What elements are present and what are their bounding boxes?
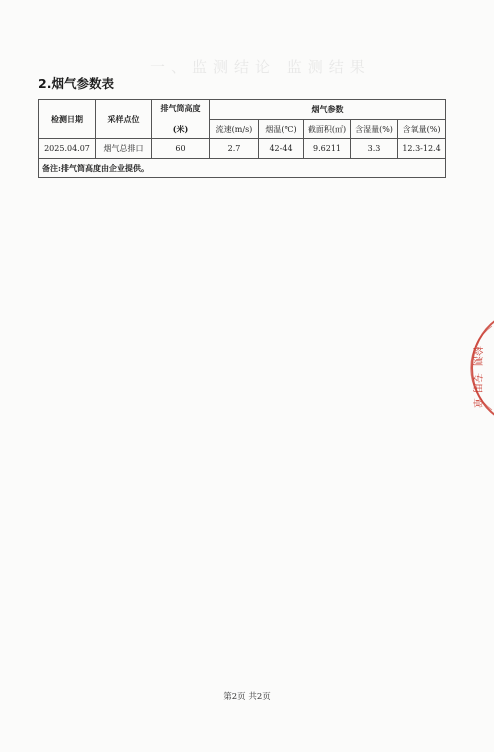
header-flue-temp: 烟温(℃) (259, 120, 304, 139)
header-cross-section: 截面积(㎡) (304, 120, 351, 139)
cell-stack-height: 60 (152, 139, 210, 159)
header-sampling-point: 采样点位 (96, 100, 152, 139)
table-row (39, 139, 446, 159)
cell-oxygen: 12.3-12.4 (398, 139, 446, 159)
header-stack-height (152, 100, 210, 139)
cell-cross-section: 9.6211 (304, 139, 351, 159)
cell-flow-velocity: 2.7 (210, 139, 259, 159)
table-note: 备注:排气筒高度由企业提供。 (39, 159, 446, 178)
bleed-through-text: 一、监测结论 监测结果 (150, 58, 371, 76)
header-oxygen: 含氧量(%) (398, 120, 446, 139)
header-flue-gas-params: 烟气参数 (210, 100, 446, 120)
cell-sampling-point: 烟气总排口 (96, 139, 152, 159)
flue-gas-parameter-table (38, 99, 446, 178)
svg-text:检测: 检测 (471, 346, 482, 366)
svg-text:章: 章 (471, 398, 482, 408)
seal-stamp (452, 318, 494, 418)
cell-date: 2025.04.07 (39, 139, 96, 159)
header-date: 检测日期 (39, 100, 96, 139)
section-title: 2.烟气参数表 (38, 76, 114, 91)
header-stack-height-label: 排气筒高度 (160, 103, 201, 113)
header-stack-height-unit: (米) (172, 124, 189, 134)
svg-text:专用: 专用 (471, 373, 482, 393)
cell-flue-temp: 42-44 (259, 139, 304, 159)
header-moisture: 含湿量(%) (351, 120, 398, 139)
header-flow-velocity: 流速(m/s) (210, 120, 259, 139)
cell-moisture: 3.3 (351, 139, 398, 159)
page-footer: 第2页 共2页 (223, 692, 271, 702)
